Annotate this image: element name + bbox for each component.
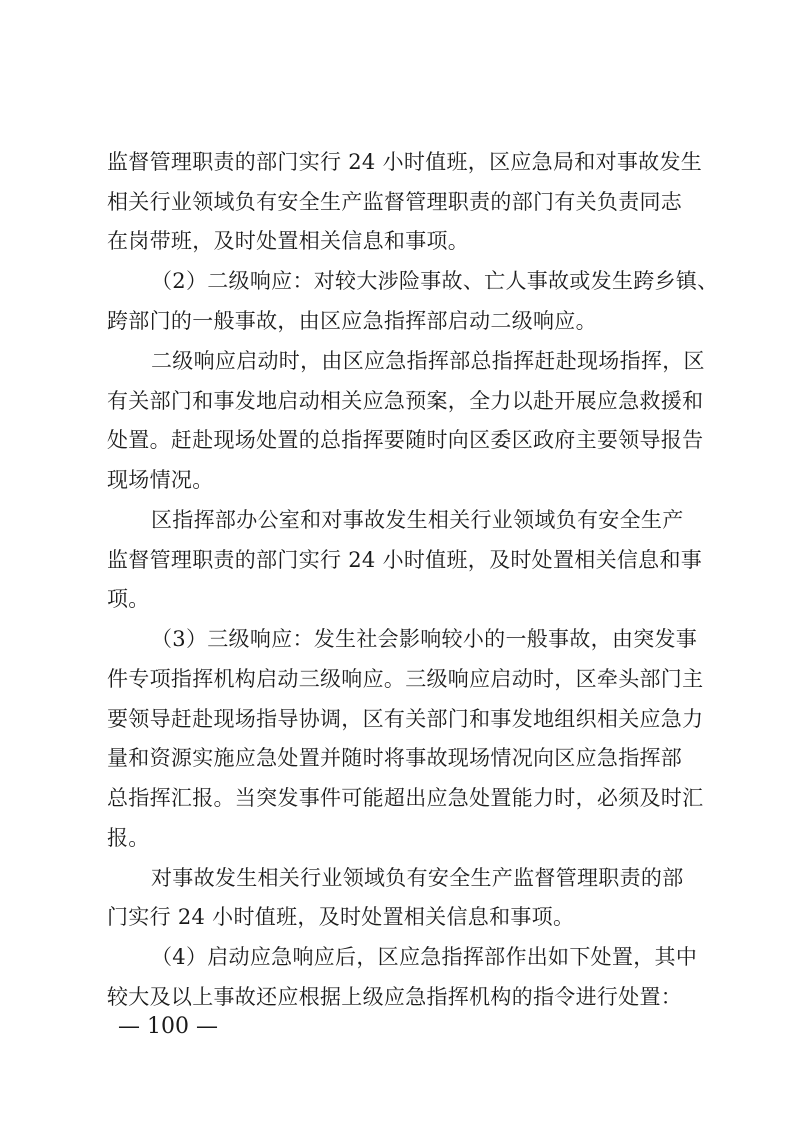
text-line: 监督管理职责的部门实行 24 小时值班，及时处置相关信息和事 <box>107 548 703 572</box>
text-line: 相关行业领域负有安全生产监督管理职责的部门有关负责同志 <box>107 190 683 214</box>
text-line: 处置。赶赴现场处置的总指挥要随时向区委区政府主要领导报告 <box>107 428 704 452</box>
text-line: 跨部门的一般事故，由区应急指挥部启动二级响应。 <box>107 309 597 333</box>
text-line: 报。 <box>107 826 150 850</box>
paragraph-first-line: （4）启动应急响应后，区应急指挥部作出如下处置，其中 <box>151 945 698 969</box>
text-line: 要领导赶赴现场指导协调，区有关部门和事发地组织相关应急力 <box>107 707 704 731</box>
text-line: 有关部门和事发地启动相关应急预案，全力以赴开展应急救援和 <box>107 389 704 413</box>
paragraph-first-line: （3）三级响应：发生社会影响较小的一般事故，由突发事 <box>151 627 698 651</box>
text-line: 在岗带班，及时处置相关信息和事项。 <box>107 229 470 253</box>
paragraph-first-line: 对事故发生相关行业领域负有安全生产监督管理职责的部 <box>151 866 684 890</box>
page-number: — 100 — <box>118 1014 218 1039</box>
text-line: 项。 <box>107 587 150 611</box>
text-line: 总指挥汇报。当突发事件可能超出应急处置能力时，必须及时汇 <box>107 786 704 810</box>
text-line: 监督管理职责的部门实行 24 小时值班，区应急局和对事故发生 <box>107 150 703 174</box>
paragraph-first-line: 二级响应启动时，由区应急指挥部总指挥赶赴现场指挥，区 <box>151 349 705 373</box>
paragraph-first-line: 区指挥部办公室和对事故发生相关行业领域负有安全生产 <box>151 508 684 532</box>
text-line: 现场情况。 <box>107 468 214 492</box>
paragraph-first-line: （2）二级响应：对较大涉险事故、亡人事故或发生跨乡镇、 <box>151 269 719 293</box>
text-line: 较大及以上事故还应根据上级应急指挥机构的指令进行处置： <box>107 985 683 1009</box>
text-line: 门实行 24 小时值班，及时处置相关信息和事项。 <box>107 905 575 929</box>
text-line: 量和资源实施应急处置并随时将事故现场情况向区应急指挥部 <box>107 746 683 770</box>
text-line: 件专项指挥机构启动三级响应。三级响应启动时，区牵头部门主 <box>107 667 704 691</box>
